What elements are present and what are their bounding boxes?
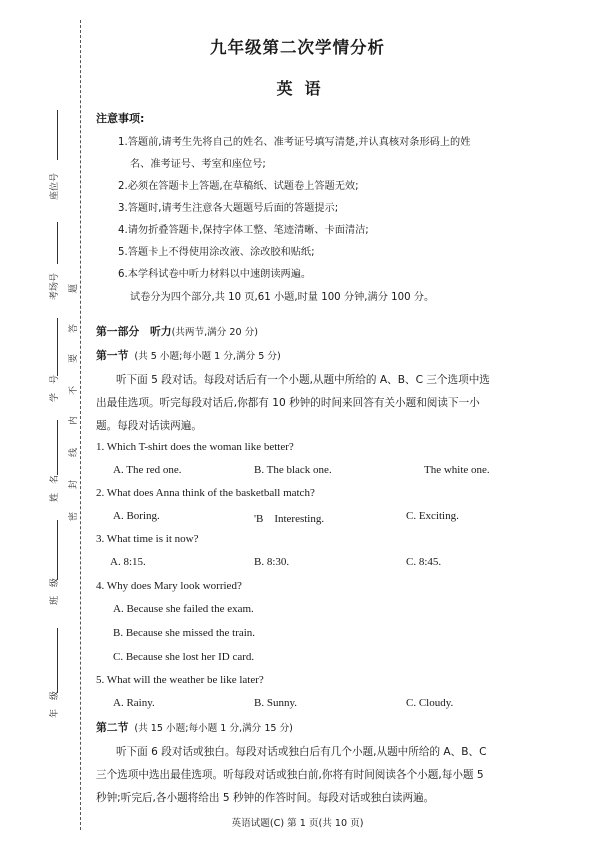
note-item: 3.答题时,请考生注意各大题题号后面的答题提示; xyxy=(118,203,339,214)
note-item: 2.必须在答题卡上答题,在草稿纸、试题卷上答题无效; xyxy=(118,181,359,192)
seal-char: 密 xyxy=(69,511,80,522)
note-item: 4.请勿折叠答题卡,保持字体工整、笔迹清晰、卡面清洁; xyxy=(118,225,369,236)
question-stem: 2. What does Anna think of the basketball match? xyxy=(96,487,315,499)
page-footer: 英语试题(C) 第 1 页(共 10 页) xyxy=(231,818,364,829)
seal-char: 题 xyxy=(69,283,80,294)
section2-instruction-line: 三个选项中选出最佳选项。听每段对话或独白前,你将有时间阅读各个小题,每小题 5 xyxy=(96,769,484,781)
student-number-blank xyxy=(57,318,58,376)
section1-title: 第一节 xyxy=(96,349,129,362)
name-blank xyxy=(57,420,58,475)
class-label: 班 级 xyxy=(50,577,60,605)
seal-char: 封 xyxy=(69,479,80,490)
answer-option: 'B Interesting. xyxy=(254,513,325,525)
section1-heading xyxy=(96,348,281,363)
binding-dashed-line xyxy=(80,20,81,830)
question-stem: 5. What will the weather be like later? xyxy=(96,674,264,686)
part1-note: (共两节,满分 20 分) xyxy=(171,327,258,338)
section1-instruction-line: 听下面 5 段对话。每段对话后有一个小题,从题中所给的 A、B、C 三个选项中选 xyxy=(116,374,490,386)
grade-label: 年 级 xyxy=(50,690,60,718)
section2-title: 第二节 xyxy=(96,721,129,734)
answer-option: B. 8:30. xyxy=(254,556,290,568)
seat-number-blank xyxy=(57,110,58,160)
student-number-label: 学 号 xyxy=(50,374,60,402)
seal-char: 不 xyxy=(69,385,80,396)
note-item: 1.答题前,请考生先将自己的姓名、准考证号填写清楚,并认真核对条形码上的姓 xyxy=(118,137,471,148)
exam-room-label: 考场号 xyxy=(50,272,60,300)
section1-instruction-line: 出最佳选项。听完每段对话后,你都有 10 秒钟的时间来回答有关小题和阅读下一小 xyxy=(96,397,480,409)
class-blank xyxy=(57,520,58,580)
exam-room-blank xyxy=(57,222,58,264)
answer-option: B. Because she missed the train. xyxy=(113,627,256,639)
seal-char: 内 xyxy=(69,415,80,426)
question-stem: 1. Which T-shirt does the woman like better? xyxy=(96,441,294,453)
seal-char: 要 xyxy=(69,353,80,364)
answer-option: The white one. xyxy=(424,464,490,476)
grade-blank xyxy=(57,628,58,693)
answer-option: C. Cloudy. xyxy=(406,697,454,709)
note-item: 名、准考证号、考室和座位号; xyxy=(130,159,266,170)
question-stem: 3. What time is it now? xyxy=(96,533,199,545)
answer-option: A. Because she failed the exam. xyxy=(113,603,254,615)
seat-number-label: 座位号 xyxy=(50,172,60,200)
answer-option: A. The red one. xyxy=(113,464,182,476)
answer-option: C. 8:45. xyxy=(406,556,442,568)
section2-heading xyxy=(96,720,293,735)
question-stem: 4. Why does Mary look worried? xyxy=(96,580,242,592)
name-label: 姓 名 xyxy=(50,474,60,502)
paper-info: 试卷分为四个部分,共 10 页,61 小题,时量 100 分钟,满分 100 分。 xyxy=(130,292,435,303)
subject-title: 英语 xyxy=(276,79,333,98)
part1-title: 第一部分 听力 xyxy=(96,325,172,338)
notes-title: 注意事项: xyxy=(96,112,145,125)
seal-char: 答 xyxy=(69,323,80,334)
answer-option: C. Because she lost her ID card. xyxy=(113,651,255,663)
section1-note: (共 5 小题;每小题 1 分,满分 5 分) xyxy=(134,351,281,362)
exam-title: 九年级第二次学情分析 xyxy=(210,38,385,57)
note-item: 5.答题卡上不得使用涂改液、涂改胶和贴纸; xyxy=(118,247,315,258)
part1-heading xyxy=(96,324,258,339)
answer-option: B. The black one. xyxy=(254,464,332,476)
section2-note: (共 15 小题;每小题 1 分,满分 15 分) xyxy=(134,723,293,734)
answer-option: A. Boring. xyxy=(113,510,160,522)
section2-instruction-line: 听下面 6 段对话或独白。每段对话或独白后有几个小题,从题中所给的 A、B、C xyxy=(116,746,487,758)
answer-option: A. 8:15. xyxy=(110,556,146,568)
answer-option: B. Sunny. xyxy=(254,697,297,709)
section2-instruction-line: 秒钟;听完后,各小题将给出 5 秒钟的作答时间。每段对话或独白读两遍。 xyxy=(96,792,435,804)
section1-instruction-line: 题。每段对话读两遍。 xyxy=(96,420,202,432)
note-item: 6.本学科试卷中听力材料以中速朗读两遍。 xyxy=(118,269,312,280)
answer-option: A. Rainy. xyxy=(113,697,155,709)
answer-option: C. Exciting. xyxy=(406,510,459,522)
seal-char: 线 xyxy=(69,447,80,458)
